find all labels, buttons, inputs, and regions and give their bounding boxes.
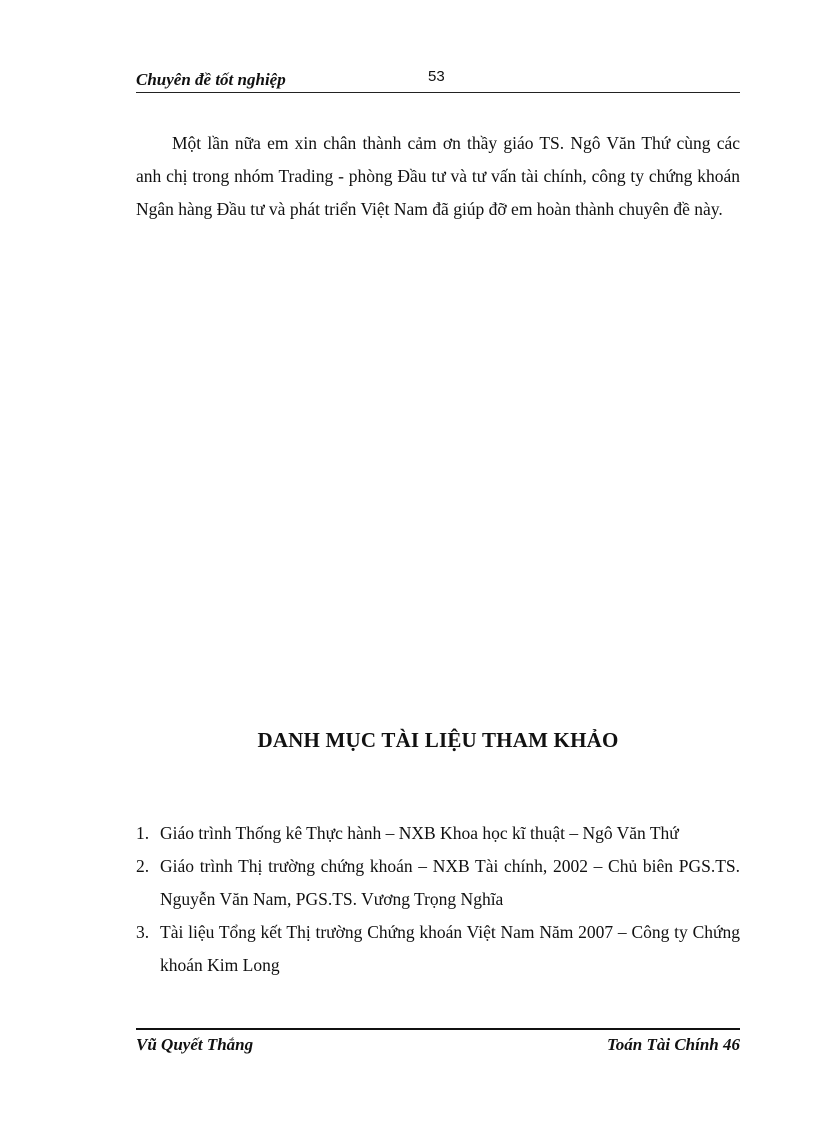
reference-item	[136, 817, 740, 850]
references-list	[136, 817, 740, 982]
reference-item	[136, 850, 740, 916]
page-number: 53	[428, 68, 445, 85]
references-title: DANH MỤC TÀI LIỆU THAM KHẢO	[257, 728, 619, 752]
reference-number: 2.	[136, 856, 150, 876]
footer-class: Toán Tài Chính 46	[606, 1035, 740, 1054]
reference-text: Giáo trình Thị trường chứng khoán – NXB Tài chính, 2002 – Chủ biên PGS.TS. Nguyễn Văn Nam, PGS.TS. Vương Trọng Nghĩa	[160, 856, 740, 909]
reference-text: Tài liệu Tổng kết Thị trường Chứng khoán Việt Nam Năm 2007 – Công ty Chứng khoán Kim Long	[160, 922, 740, 975]
header-title: Chuyên đề tốt nghiệp	[136, 70, 286, 89]
reference-text: Giáo trình Thống kê Thực hành – NXB Khoa học kĩ thuật – Ngô Văn Thứ	[160, 823, 679, 843]
reference-number: 3.	[136, 922, 150, 942]
reference-item	[136, 916, 740, 982]
page-header	[136, 66, 740, 93]
acknowledgement-paragraph: Một lần nữa em xin chân thành cảm ơn thầy giáo TS. Ngô Văn Thứ cùng các anh chị trong nhóm Trading - phòng Đầu tư và tư vấn tài chính, công ty chứng khoán Ngân hàng Đầu tư và phát triển Việt Nam đã giúp đỡ em hoàn thành chuyên đề này.	[136, 133, 740, 219]
page-footer	[136, 1028, 740, 1062]
reference-number: 1.	[136, 823, 150, 843]
footer-author: Vũ Quyết Thắng	[136, 1035, 254, 1054]
